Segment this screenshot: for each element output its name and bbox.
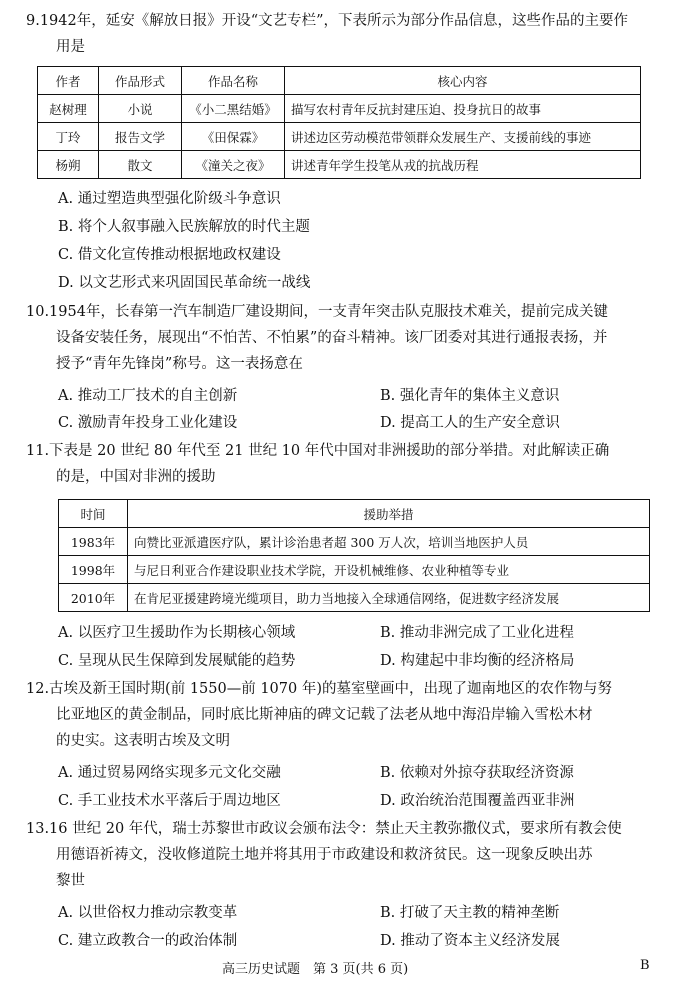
question-10-option-b[interactable]: B. 强化青年的集体主义意识	[380, 388, 560, 404]
table-cell: 杨朔	[38, 151, 99, 179]
question-10-option-c[interactable]: C. 激励青年投身工业化建设	[58, 415, 238, 431]
question-13-option-b[interactable]: B. 打破了天主教的精神垄断	[380, 905, 560, 921]
table-header-cell: 作者	[38, 67, 99, 95]
question-12-option-a[interactable]: A. 通过贸易网络实现多元文化交融	[58, 765, 281, 781]
table-cell: 1983年	[59, 528, 128, 556]
question-11	[26, 438, 656, 490]
table-header-cell: 时间	[59, 500, 128, 528]
question-12-option-c[interactable]: C. 手工业技术水平落后于周边地区	[58, 793, 281, 809]
table-header-row	[59, 500, 650, 528]
question-12-line: 的史实。这表明古埃及文明	[56, 733, 230, 749]
page-number: 高三历史试题 第 3 页(共 6 页)	[222, 962, 409, 977]
table-row	[38, 95, 641, 123]
question-9-option-d[interactable]: D. 以文艺形式来巩固国民革命统一战线	[58, 275, 311, 291]
table-cell: 在肯尼亚援建跨境光缆项目，助力当地接入全球通信网络，促进数字经济发展	[128, 584, 650, 612]
table-cell: 散文	[99, 151, 182, 179]
table-row	[38, 123, 641, 151]
table-cell: 讲述青年学生投笔从戎的抗战历程	[285, 151, 641, 179]
table-cell: 《潼关之夜》	[182, 151, 285, 179]
table-row	[38, 151, 641, 179]
table-header-row	[38, 67, 641, 95]
table-cell: 1998年	[59, 556, 128, 584]
question-12-option-b[interactable]: B. 依赖对外掠夺获取经济资源	[380, 765, 574, 781]
question-10-line: 设备安装任务，展现出“不怕苦、不怕累”的奋斗精神。该厂团委对其进行通报表扬，并	[56, 330, 608, 346]
question-13-option-d[interactable]: D. 推动了资本主义经济发展	[380, 933, 560, 949]
question-13-option-a[interactable]: A. 以世俗权力推动宗教变革	[58, 905, 238, 921]
table-cell: 2010年	[59, 584, 128, 612]
question-12-line: 比亚地区的黄金制品，同时底比斯神庙的碑文记载了法老从地中海沿岸输入雪松木材	[56, 707, 593, 723]
table-row	[59, 528, 650, 556]
table-header-cell: 核心内容	[285, 67, 641, 95]
question-12-line: 12.古埃及新王国时期(前 1550—前 1070 年)的墓室壁画中，出现了迦南地区的农作物与努	[26, 681, 613, 697]
question-12	[26, 676, 656, 754]
table-cell: 与尼日利亚合作建设职业技术学院，开设机械维修、农业种植等专业	[128, 556, 650, 584]
question-9-stem-line1: 9.1942年，延安《解放日报》开设“文艺专栏”，下表所示为部分作品信息，这些作品的主要作	[26, 13, 629, 29]
question-12-option-d[interactable]: D. 政治统治范围覆盖西亚非洲	[380, 793, 575, 809]
table-cell: 《小二黑结婚》	[182, 95, 285, 123]
question-13-line: 黎世	[56, 873, 85, 889]
question-9-option-b[interactable]: B. 将个人叙事融入民族解放的时代主题	[58, 219, 310, 235]
table-cell: 《田保霖》	[182, 123, 285, 151]
question-9-option-a[interactable]: A. 通过塑造典型强化阶级斗争意识	[58, 191, 281, 207]
question-13-option-c[interactable]: C. 建立政教合一的政治体制	[58, 933, 238, 949]
question-13-line: 13.16 世纪 20 年代，瑞士苏黎世市政议会颁布法令：禁止天主教弥撒仪式，要求所有教会使	[26, 821, 622, 837]
table-cell: 赵树理	[38, 95, 99, 123]
paper-version-mark: B	[640, 958, 650, 973]
question-13	[26, 816, 656, 894]
question-11-table	[58, 499, 650, 612]
question-11-line: 的是，中国对非洲的援助	[56, 469, 216, 485]
table-cell: 丁玲	[38, 123, 99, 151]
table-cell: 小说	[99, 95, 182, 123]
question-11-option-c[interactable]: C. 呈现从民生保障到发展赋能的趋势	[58, 653, 296, 669]
table-cell: 报告文学	[99, 123, 182, 151]
question-10-option-d[interactable]: D. 提高工人的生产安全意识	[380, 415, 560, 431]
table-cell: 向赞比亚派遣医疗队，累计诊治患者超 300 万人次，培训当地医护人员	[128, 528, 650, 556]
question-9-table	[37, 66, 641, 179]
question-11-option-d[interactable]: D. 构建起中非均衡的经济格局	[380, 653, 575, 669]
question-10-line: 授予“青年先锋岗”称号。这一表扬意在	[56, 356, 303, 372]
table-row	[59, 556, 650, 584]
question-11-option-a[interactable]: A. 以医疗卫生援助作为长期核心领域	[58, 625, 296, 641]
question-10-line: 10.1954年，长春第一汽车制造厂建设期间，一支青年突击队克服技术难关，提前完成关键	[26, 304, 608, 320]
question-11-option-b[interactable]: B. 推动非洲完成了工业化进程	[380, 625, 574, 641]
question-11-line: 11.下表是 20 世纪 80 年代至 21 世纪 10 年代中国对非洲援助的部分举措。对此解读正确	[26, 443, 610, 459]
question-9-stem-line2: 用是	[56, 39, 85, 55]
question-10	[26, 299, 656, 377]
table-row	[59, 584, 650, 612]
table-header-cell: 作品名称	[182, 67, 285, 95]
question-10-option-a[interactable]: A. 推动工厂技术的自主创新	[58, 388, 238, 404]
question-13-line: 用德语祈祷文，没收修道院土地并将其用于市政建设和救济贫民。这一现象反映出苏	[56, 847, 593, 863]
table-cell: 讲述边区劳动模范带领群众发展生产、支援前线的事迹	[285, 123, 641, 151]
question-9-option-c[interactable]: C. 借文化宣传推动根据地政权建设	[58, 247, 281, 263]
table-cell: 描写农村青年反抗封建压迫、投身抗日的故事	[285, 95, 641, 123]
question-9	[26, 8, 656, 60]
table-header-cell: 援助举措	[128, 500, 650, 528]
table-header-cell: 作品形式	[99, 67, 182, 95]
